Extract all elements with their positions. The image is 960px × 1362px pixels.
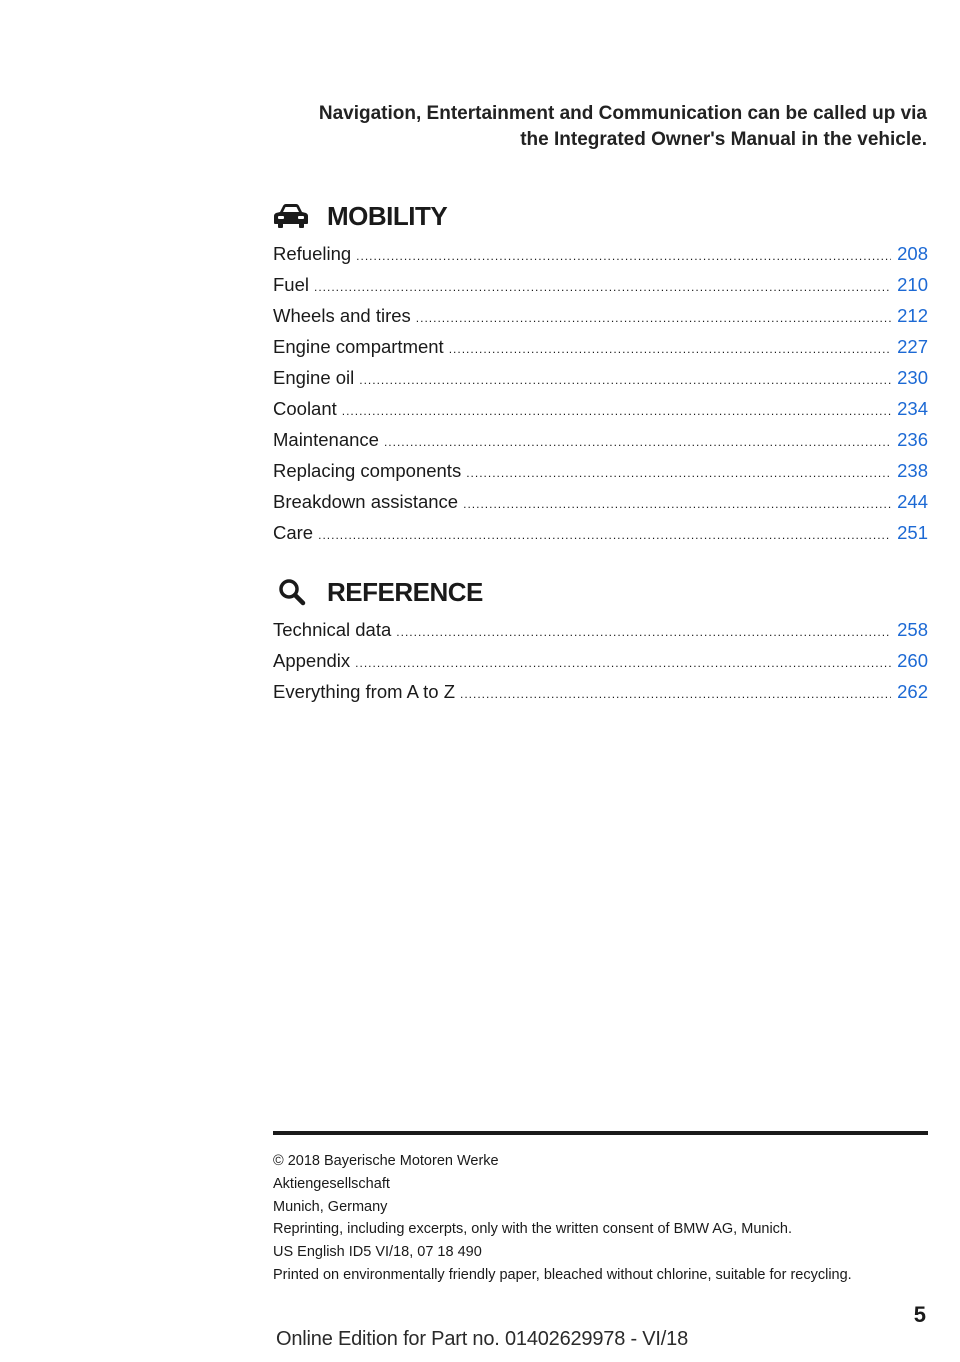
toc-row-replacing-components[interactable] xyxy=(273,455,928,486)
leader-dots xyxy=(355,648,891,679)
toc-page-link[interactable]: 212 xyxy=(897,305,928,326)
toc-label: Refueling xyxy=(273,243,352,264)
toc-row-wheels-and-tires[interactable] xyxy=(273,300,928,331)
leader-dots xyxy=(359,365,891,396)
toc-row-care[interactable] xyxy=(273,517,928,548)
online-edition-watermark: Online Edition for Part no. 01402629978 - VI/18 xyxy=(276,1328,688,1350)
toc-list-mobility xyxy=(273,238,928,548)
toc-label: Engine oil xyxy=(273,367,355,388)
toc-label: Engine compartment xyxy=(273,336,444,357)
leader-dots xyxy=(449,334,891,365)
imprint-line: US English ID5 VI/18, 07 18 490 xyxy=(273,1244,482,1261)
section-heading-mobility xyxy=(273,200,447,232)
toc-row-engine-oil[interactable] xyxy=(273,362,928,393)
toc-label: Fuel xyxy=(273,274,309,295)
toc-row-breakdown-assistance[interactable] xyxy=(273,486,928,517)
imprint-line: Munich, Germany xyxy=(273,1198,388,1215)
toc-row-maintenance[interactable] xyxy=(273,424,928,455)
toc-row-fuel[interactable] xyxy=(273,269,928,300)
leader-dots xyxy=(463,489,891,520)
imprint xyxy=(273,1150,933,1287)
toc-row-coolant[interactable] xyxy=(273,393,928,424)
imprint-line: Aktiengesellschaft xyxy=(273,1175,390,1192)
toc-label: Maintenance xyxy=(273,429,379,450)
toc-page-link[interactable]: 234 xyxy=(897,398,928,419)
toc-label: Coolant xyxy=(273,398,337,419)
toc-page-link[interactable]: 236 xyxy=(897,429,928,450)
toc-page-link[interactable]: 230 xyxy=(897,367,928,388)
toc-page-link[interactable]: 238 xyxy=(897,460,928,481)
toc-label: Appendix xyxy=(273,650,351,671)
leader-dots xyxy=(314,272,891,303)
leader-dots xyxy=(356,241,891,272)
toc-page-link[interactable]: 227 xyxy=(897,336,928,357)
leader-dots xyxy=(416,303,891,334)
leader-dots xyxy=(318,520,891,551)
toc-label: Care xyxy=(273,522,314,543)
leader-dots xyxy=(460,679,891,710)
section-title-reference: REFERENCE xyxy=(327,576,483,607)
toc-row-everything-from-a-to-z[interactable] xyxy=(273,676,928,707)
toc-page-link[interactable]: 262 xyxy=(897,681,928,702)
toc-row-appendix[interactable] xyxy=(273,645,928,676)
toc-page-link[interactable]: 251 xyxy=(897,522,928,543)
toc-page-link[interactable]: 260 xyxy=(897,650,928,671)
intro-line-1: Navigation, Entertainment and Communication can be called up via xyxy=(318,103,927,124)
imprint-line: Printed on environmentally friendly paper, bleached without chlorine, suitable for recycling. xyxy=(273,1266,852,1283)
toc-page-link[interactable]: 258 xyxy=(897,619,928,640)
toc-row-refueling[interactable] xyxy=(273,238,928,269)
magnifier-icon xyxy=(273,576,313,608)
toc-label: Everything from A to Z xyxy=(273,681,455,702)
imprint-line: Reprinting, including excerpts, only with the written consent of BMW AG, Munich. xyxy=(273,1221,793,1238)
toc-label: Wheels and tires xyxy=(273,305,411,326)
section-title-mobility: MOBILITY xyxy=(327,200,448,231)
toc-label: Breakdown assistance xyxy=(273,491,459,512)
leader-dots xyxy=(466,458,891,489)
toc-row-engine-compartment[interactable] xyxy=(273,331,928,362)
car-icon xyxy=(273,200,313,232)
intro-line-2: the Integrated Owner's Manual in the vehicle. xyxy=(520,129,927,150)
leader-dots xyxy=(342,396,891,427)
imprint-line: © 2018 Bayerische Motoren Werke xyxy=(273,1153,499,1169)
leader-dots xyxy=(384,427,891,458)
imprint-divider xyxy=(273,1131,928,1135)
toc-page-link[interactable]: 244 xyxy=(897,491,928,512)
intro-text xyxy=(207,101,927,153)
toc-page-link[interactable]: 210 xyxy=(897,274,928,295)
leader-dots xyxy=(396,617,891,648)
toc-label: Replacing components xyxy=(273,460,462,481)
toc-label: Technical data xyxy=(273,619,392,640)
toc-row-technical-data[interactable] xyxy=(273,614,928,645)
page-number: 5 xyxy=(913,1302,926,1327)
toc-page-link[interactable]: 208 xyxy=(897,243,928,264)
toc-list-reference xyxy=(273,614,928,707)
section-heading-reference xyxy=(273,576,483,608)
